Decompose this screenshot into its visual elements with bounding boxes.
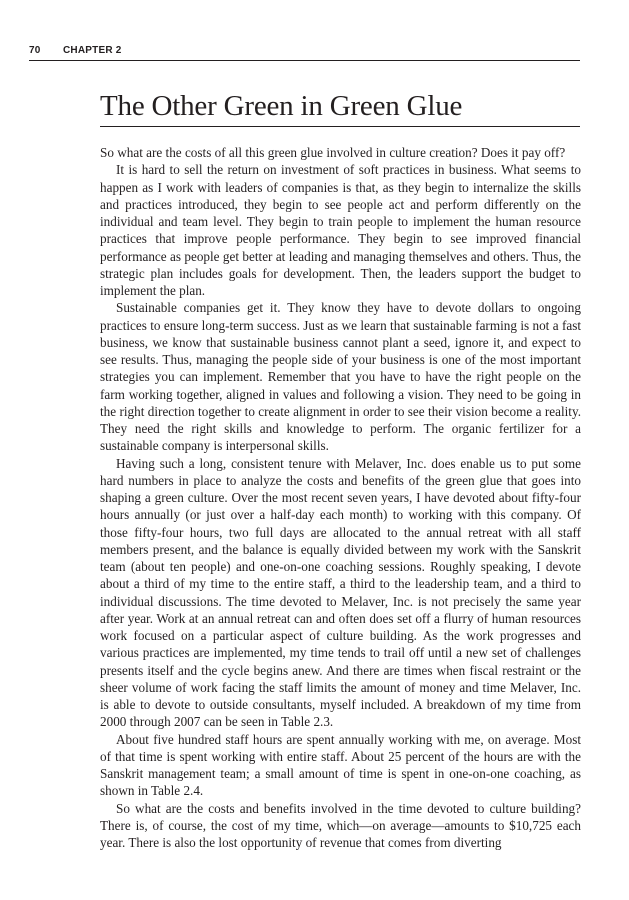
paragraph: About five hundred staff hours are spent annually working with me, on average. Most of that time is spent working with entire staff. About 25 percent of the hours are with the Sanskrit management team; a small amount of time is spent in one-on-one coaching, as shown in Table 2.4. (100, 731, 581, 799)
section-title: The Other Green in Green Glue (100, 88, 580, 127)
running-head (29, 44, 580, 61)
paragraph: It is hard to sell the return on investment of soft practices in business. What seems to happen as I work with leaders of companies is that, as they begin to internalize the skills and practices introduced, they begin to see people act and perform differently on the individual and team level. They begin to train people to implement the human resource practices that improve people performance. They begin to see improved financial performance as people get better at leading and managing themselves and others. Thus, the strategic plan includes goals for development. Then, the leaders support the budget to implement the plan. (100, 162, 581, 298)
paragraph: So what are the costs of all this green glue involved in culture creation? Does it pay off? (100, 145, 566, 160)
body-text (100, 144, 581, 851)
chapter-label: CHAPTER 2 (63, 45, 122, 56)
paragraph: Sustainable companies get it. They know they have to devote dollars to ongoing practices to ensure long-term success. Just as we learn that sustainable farming is not a fast business, we know that sustainable business cannot plant a seed, ignore it, and expect to see results. Thus, managing the people side of your business is one of the most important strategies you can implement. Remember that you have to have the right people on the farm working together, aligned in values and following a vision. They need to be going in the right direction together to create alignment in order to see their vision become a reality. They need the right skills and knowledge to perform. The organic fertilizer for a sustainable company is interpersonal skills. (100, 300, 581, 454)
page-number: 70 (29, 45, 41, 56)
paragraph: So what are the costs and benefits involved in the time devoted to culture building? There is, of course, the cost of my time, which—on average—amounts to $10,725 each year. There is also the lost opportunity of revenue that comes from diverting (100, 800, 581, 850)
paragraph: Having such a long, consistent tenure with Melaver, Inc. does enable us to put some hard numbers in place to analyze the costs and benefits of the green glue that goes into shaping a green culture. Over the most recent seven years, I have devoted about fifty-four hours annually (or just over a half-day each month) to working with this company. Of those fifty-four hours, two full days are allocated to the annual retreat with all staff members present, and the balance is equally divided between my work with the Sanskrit team (about ten people) and one-on-one coaching sessions. Roughly speaking, I devote about a third of my time to the entire staff, a third to the leadership team, and a third to individual discussions. The time devoted to Melaver, Inc. is not precisely the same year after year. Work at an annual retreat can and often does set off a flurry of human resources work focused on a particular aspect of culture building. As the work progresses and various practices are implemented, my time tends to trail off until a new set of challenges presents itself and the cycle begins anew. And there are times when fiscal restraint or the sheer volume of work facing the staff limits the amount of money and time Melaver, Inc. is able to devote to outside consultants, myself included. A breakdown of my time from 2000 through 2007 can be seen in Table 2.3. (100, 455, 581, 730)
